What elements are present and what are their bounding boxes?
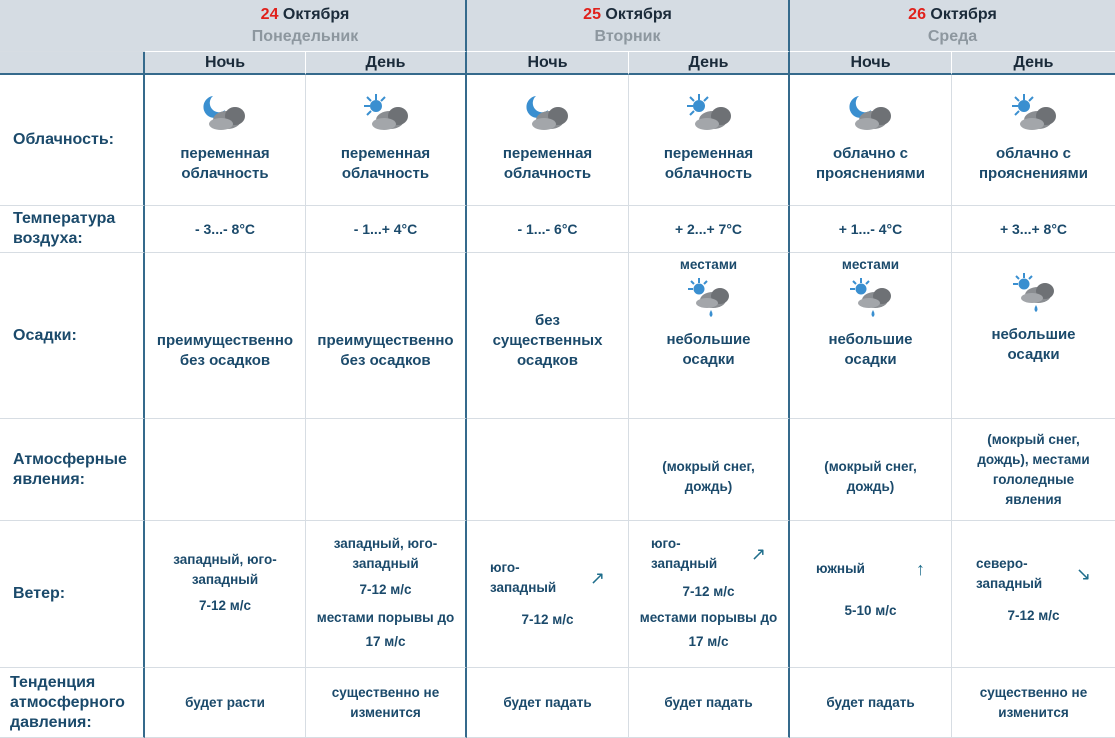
phenomena-cell (629, 419, 790, 521)
cloudiness-text: переменная облачность (663, 145, 754, 182)
cloudiness-text: переменная облачность (340, 145, 431, 182)
precipitation-text: небольшие осадки (828, 331, 913, 368)
wind-cell (145, 521, 306, 668)
precipitation-text: без существенных осадков (492, 311, 603, 369)
precipitation-text: преимущественно без осадков (317, 331, 454, 369)
precipitation-cell (306, 253, 467, 419)
day-header-1 (145, 0, 467, 52)
precipitation-cell (145, 253, 306, 419)
row-label-precipitation: Осадки: (0, 253, 145, 419)
temperature-cell: - 1...- 6°C (467, 206, 629, 253)
wind-speed: 7-12 м/с (521, 612, 574, 627)
day-header-3 (790, 0, 1115, 52)
precipitation-cell (952, 253, 1115, 419)
wind-speed: 7-12 м/с (359, 582, 412, 597)
row-label-pressure: Тенденция атмосферного давления: (0, 668, 145, 738)
phenomena-cell (306, 419, 467, 521)
sun-cloud-icon (1006, 92, 1062, 136)
moon-cloud-icon (197, 92, 253, 136)
wind-cell (790, 521, 952, 668)
period-day: День (952, 52, 1115, 75)
weekday-label: Вторник (594, 27, 661, 45)
wind-direction: северо-западный (975, 556, 1043, 591)
phenomena-cell (790, 419, 952, 521)
wind-cell (467, 521, 629, 668)
period-day: День (306, 52, 467, 75)
precipitation-cell (467, 253, 629, 419)
phenomena-cell (145, 419, 306, 521)
precipitation-cell (790, 253, 952, 419)
temperature-cell: - 3...- 8°C (145, 206, 306, 253)
date-day: 24 (260, 5, 279, 23)
wind-cell (306, 521, 467, 668)
cloudiness-cell (952, 75, 1115, 206)
wind-direction-row (467, 558, 628, 598)
wind-cell (952, 521, 1115, 668)
date-day: 25 (583, 5, 601, 23)
pressure-cell (952, 668, 1115, 738)
wind-direction: южный (816, 561, 865, 576)
period-day: День (629, 52, 790, 75)
pressure-text: существенно не изменится (979, 684, 1088, 720)
period-corner (0, 52, 145, 75)
date-label (261, 4, 350, 26)
date-month: Октября (282, 5, 350, 23)
sun-cloud-rain-icon (845, 276, 897, 322)
sun-cloud-icon (681, 92, 737, 136)
row-label-temperature: Температура воздуха: (0, 206, 145, 253)
wind-direction: юго-западный (489, 560, 557, 595)
phenomena-text: (мокрый снег, дождь), местами гололедные явления (977, 431, 1090, 507)
sun-cloud-rain-icon (1008, 271, 1060, 317)
pressure-cell: будет падать (790, 668, 952, 738)
phenomena-cell (467, 419, 629, 521)
cloudiness-text: переменная облачность (502, 145, 593, 182)
row-label-phenomena: Атмосферные явления: (0, 419, 145, 521)
wind-cell (629, 521, 790, 668)
pressure-cell: будет падать (629, 668, 790, 738)
date-day: 26 (908, 5, 926, 23)
period-night: Ночь (467, 52, 629, 75)
cloudiness-cell (629, 75, 790, 206)
wind-arrow-icon: ↑ (916, 559, 925, 579)
precipitation-text: преимущественно без осадков (156, 331, 294, 369)
wind-direction: западный, юго-западный (333, 536, 438, 571)
cloudiness-text: переменная облачность (180, 145, 270, 182)
temperature-cell: + 2...+ 7°C (629, 206, 790, 253)
wind-direction-row (790, 559, 951, 579)
header-corner (0, 0, 145, 52)
wind-speed: 7-12 м/с (1007, 608, 1060, 623)
period-night: Ночь (145, 52, 306, 75)
moon-cloud-icon (843, 92, 899, 136)
moon-cloud-icon (520, 92, 576, 136)
temperature-cell: - 1...+ 4°C (306, 206, 467, 253)
period-night: Ночь (790, 52, 952, 75)
pressure-cell: будет падать (467, 668, 629, 738)
wind-gusts: местами порывы до 17 м/с (316, 610, 455, 649)
pressure-cell (306, 668, 467, 738)
cloudiness-cell (467, 75, 629, 206)
date-month: Октября (930, 5, 997, 23)
row-label-wind: Ветер: (0, 521, 145, 668)
phenomena-text: (мокрый снег, дождь) (662, 458, 755, 494)
wind-speed: 7-12 м/с (198, 598, 252, 613)
wind-arrow-icon: ↗ (589, 568, 606, 588)
wind-direction-row (952, 554, 1115, 594)
date-month: Октября (605, 5, 672, 23)
precipitation-note: местами (679, 257, 738, 272)
sun-cloud-rain-icon (683, 276, 735, 322)
date-label (908, 4, 997, 26)
temperature-cell: + 3...+ 8°C (952, 206, 1115, 253)
precipitation-text: небольшие осадки (991, 326, 1076, 363)
sun-cloud-icon (358, 92, 414, 136)
date-label (583, 4, 672, 26)
cloudiness-cell (145, 75, 306, 206)
pressure-text: существенно не изменится (331, 684, 440, 720)
weekday-label: Понедельник (251, 27, 359, 45)
phenomena-cell (952, 419, 1115, 521)
wind-speed: 5-10 м/с (844, 603, 897, 618)
cloudiness-text: облачно с прояснениями (978, 145, 1089, 182)
row-label-cloudiness: Облачность: (0, 75, 145, 206)
wind-arrow-icon: ↘ (1075, 564, 1092, 584)
precipitation-note: местами (841, 257, 900, 272)
precipitation-cell (629, 253, 790, 419)
wind-direction: юго-западный (650, 536, 718, 571)
precipitation-text: небольшие осадки (666, 331, 751, 368)
day-header-2 (467, 0, 790, 52)
wind-arrow-icon: ↗ (750, 544, 767, 564)
cloudiness-cell (306, 75, 467, 206)
wind-direction-row (629, 534, 788, 574)
cloudiness-cell (790, 75, 952, 206)
cloudiness-text: облачно с прояснениями (815, 145, 926, 182)
wind-direction: западный, юго-западный (173, 552, 277, 587)
wind-gusts: местами порывы до 17 м/с (639, 610, 778, 649)
phenomena-text: (мокрый снег, дождь) (824, 458, 917, 494)
temperature-cell: + 1...- 4°C (790, 206, 952, 253)
wind-speed: 7-12 м/с (682, 584, 735, 599)
weekday-label: Среда (927, 27, 978, 45)
pressure-cell: будет расти (145, 668, 306, 738)
